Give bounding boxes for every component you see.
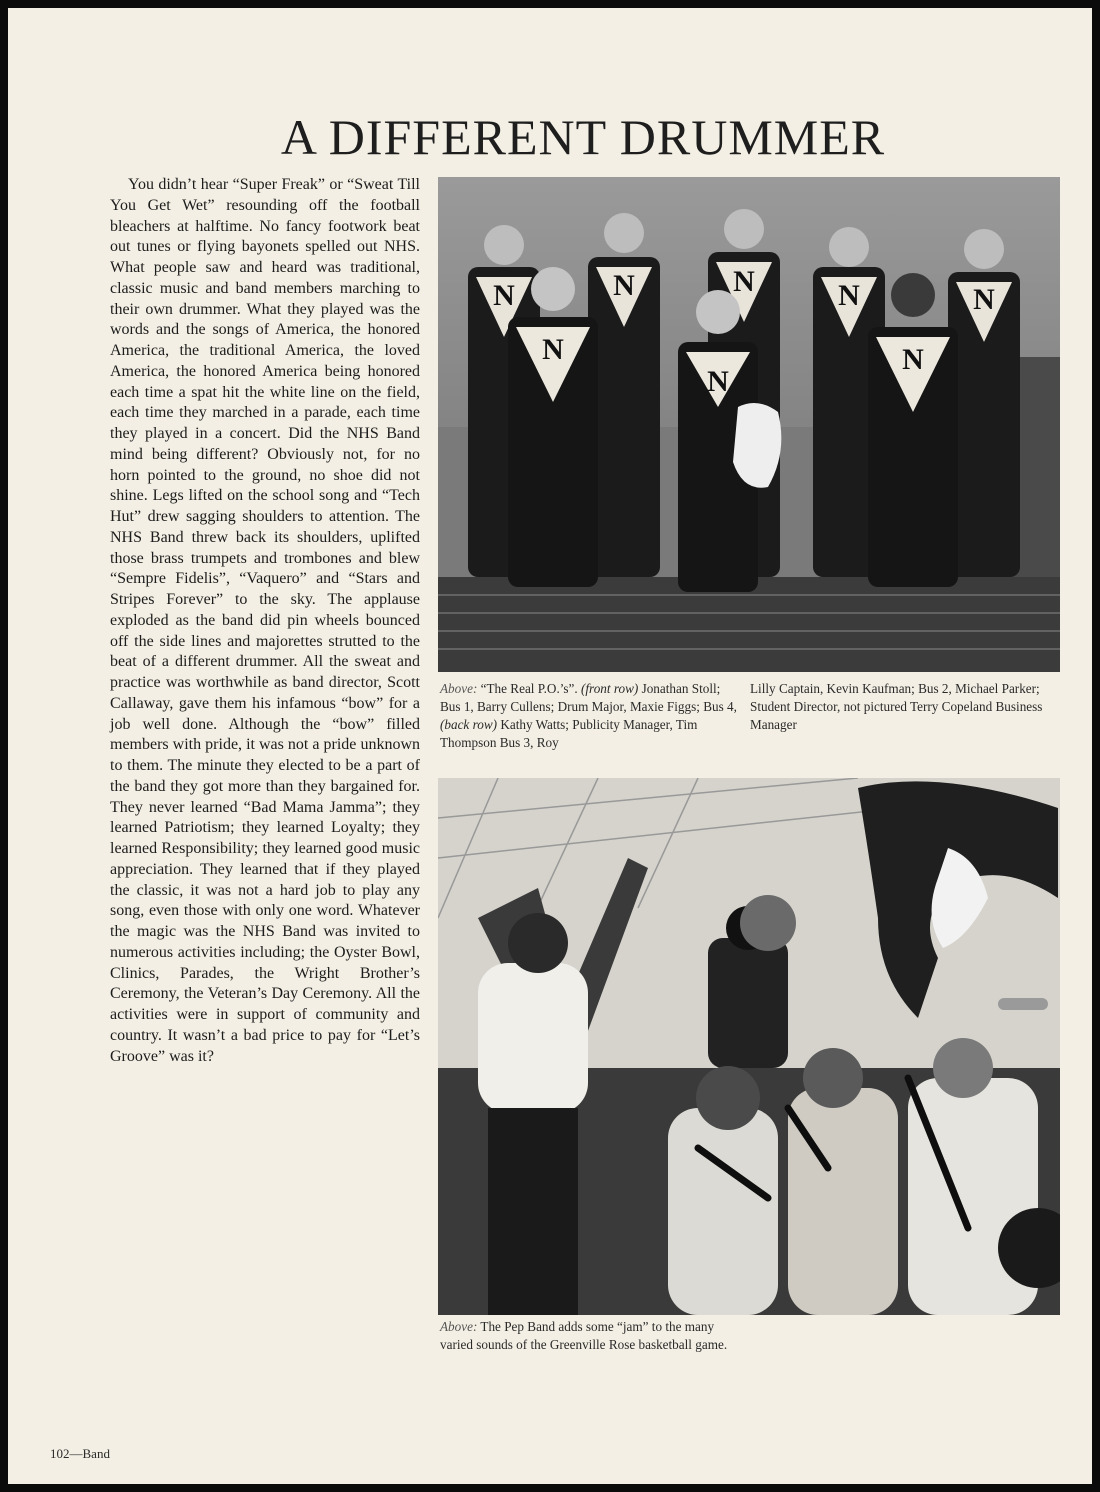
uniform-letter: N <box>493 279 515 312</box>
uniform-letter: N <box>902 343 924 376</box>
page-number: 102—Band <box>50 1446 110 1461</box>
caption-lead: Above: <box>440 1319 478 1334</box>
page-title: A DIFFERENT DRUMMER <box>280 109 886 165</box>
uniform-letter: N <box>542 333 564 366</box>
officers-caption: Above: “The Real P.O.’s”. (front row) Jonathan Stoll; Bus 1, Barry Cullens; Drum Major, Maxie Figgs; Bus 4, (back row) Kathy Watts; Publicity Manager, Tim Thompson Bus 3, Roy <box>440 681 737 750</box>
officers-caption-continued: Lilly Captain, Kevin Kaufman; Bus 2, Michael Parker; Student Director, not pictured Terry Copeland Business Manager <box>750 681 1043 732</box>
pep-band-photo <box>438 778 1060 1315</box>
uniform-letter: N <box>707 365 729 398</box>
uniform-letter: N <box>973 283 995 316</box>
uniform-letter: N <box>733 265 755 298</box>
band-officers-photo <box>438 177 1060 672</box>
article-body: You didn’t hear “Super Freak” or “Sweat Till You Get Wet” resounding off the football bleachers at halftime. No fancy footwork beat out tunes or flying bayonets spelled out NHS. What people saw and heard was traditional, classic music and band members marching to their own drummer. What they played was the words and the songs of America, the honored America, the traditional America, the loved America, the honored America being honored each time a spat hit the white line on the field, each time they marched in a parade, each time they played in a concert. Did the NHS Band mind being different? Obviously not, for no horn pointed to the ground, no shoe did not shine. Legs lifted on the school song and “Tech Hut” drew sagging shoulders to attention. The NHS Band threw back its shoulders, uplifted those brass trumpets and trombones and blew “Sempre Fidelis”, “Vaquero” and “Stars and Stripes Forever” to the sky. The applause exploded as the band did pin wheels bounced off the side lines and majorettes strutted to the beat of a different drummer. All the sweat and practice was worthwhile as band director, Scott Callaway, gave them his infamous “bow” for a job well done. Although the “bow” filled members with pride, it was not a pride unknown to them. The minute they elected to be a part of the band they got more than they bargained for. They never learned “Bad Mama Jamma”; they learned Patriotism; they learned Loyalty; they learned Responsibility; they learned good music appreciation. They learned that if they played the classic, it was not a hard job to play any song, even those with only one word. Whatever the magic was the NHS Band was invited to numerous activities including; the Oyster Bowl, Clinics, Parades, the Wright Brother’s Ceremony, the Veteran’s Day Ceremony. All the activities were in support of community and country. It wasn’t a bad price to pay for “Let’s Groove” was it? <box>110 176 420 1065</box>
yearbook-page <box>8 8 1092 1484</box>
caption-lead: Above: <box>440 681 478 696</box>
pep-band-caption: Above: The Pep Band adds some “jam” to the many varied sounds of the Greenville Rose basketball game. <box>440 1319 728 1352</box>
uniform-letter: N <box>838 279 860 312</box>
uniform-letter: N <box>613 269 635 302</box>
